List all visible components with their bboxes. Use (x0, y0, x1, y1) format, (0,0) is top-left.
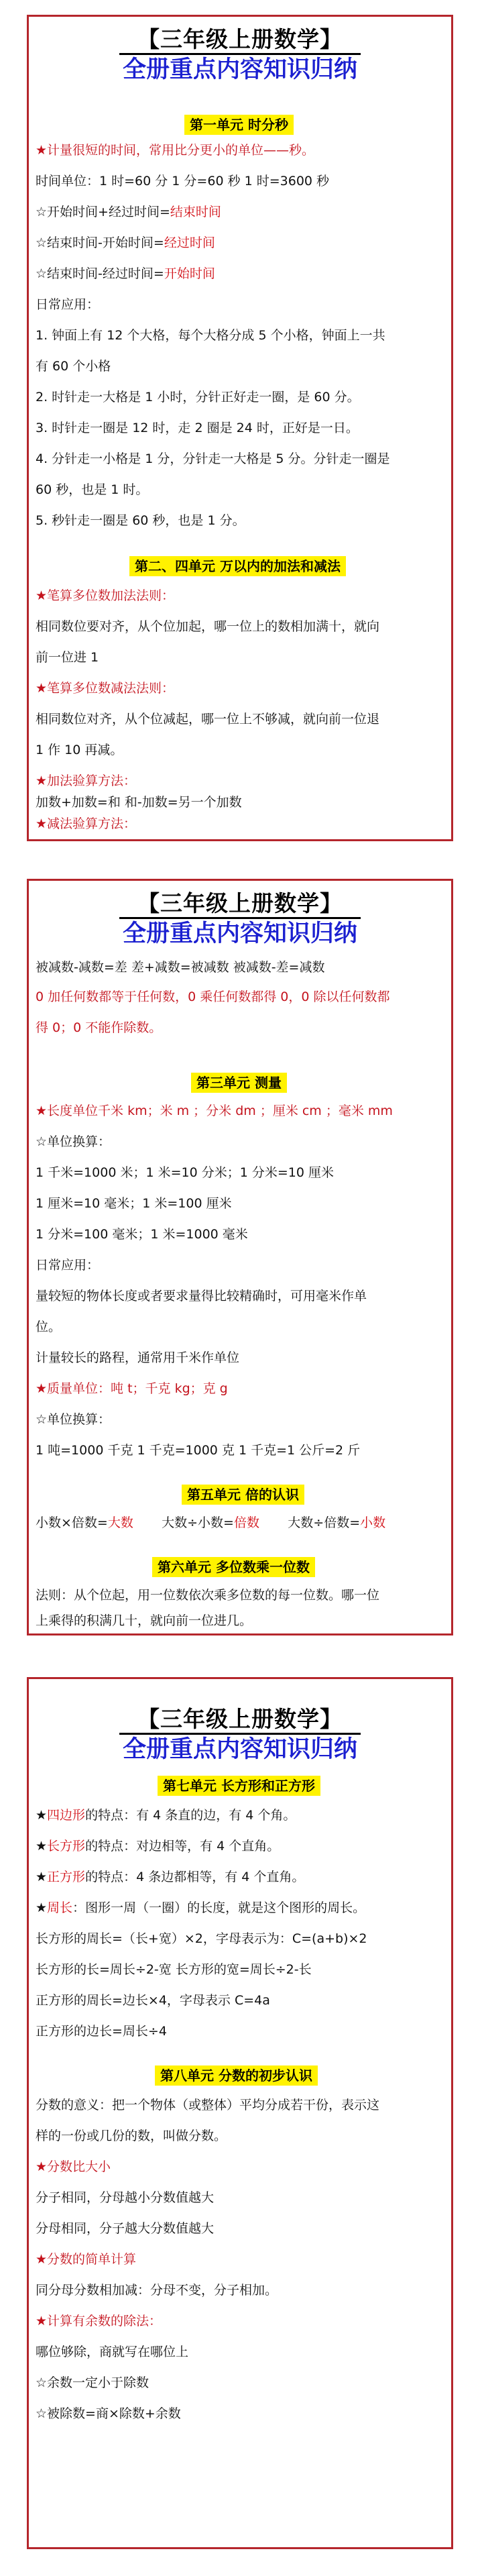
card-2 (27, 879, 453, 1635)
text-part: 小数×倍数= (36, 1515, 108, 1530)
highlight-text: 开始时间 (164, 266, 215, 281)
text-line: ★计量很短的时间，常用比分更小的单位——秒。 (36, 143, 315, 158)
text-line: 加数+加数=和 和-加数=另一个加数 (36, 795, 242, 810)
text-part: ☆开始时间+经过时间= (36, 205, 170, 219)
text-part: ☆结束时间-经过时间= (36, 266, 164, 281)
highlight-text: 倍数 (233, 1515, 259, 1530)
highlight-text: 结束时间 (170, 205, 221, 219)
text-line: 1 千米=1000 米；1 米=10 分米；1 分米=10 厘米 (36, 1165, 334, 1180)
text-line: 1. 钟面上有 12 个大格，每个大格分成 5 个小格，钟面上一共 (36, 328, 385, 343)
page-subtitle: 全册重点内容知识归纳 (122, 56, 357, 83)
page-subtitle: 全册重点内容知识归纳 (122, 920, 357, 947)
card-2-header (29, 890, 451, 949)
card-1-header (29, 26, 451, 85)
unit24-heading: 第二、四单元 万以内的加法和减法 (129, 556, 346, 576)
text-line: 计量较长的路程，通常用千米作单位 (36, 1350, 240, 1365)
text-line: 同分母分数相加减：分母不变，分子相加。 (36, 2283, 278, 2298)
text-line: ★分数的简单计算 (36, 2252, 137, 2267)
text-line: 长方形的长=周长÷2-宽 长方形的宽=周长÷2-长 (36, 1962, 312, 1977)
text-line: 1 分米=100 毫米；1 米=1000 毫米 (36, 1227, 248, 1242)
text-line: 1 厘米=10 毫米；1 米=100 厘米 (36, 1196, 232, 1211)
highlight-text: 经过时间 (164, 235, 215, 250)
text-line: ★减法验算方法： (36, 816, 137, 831)
text-line: 3. 时针走一圈是 12 时，走 2 圈是 24 时，正好是一日。 (36, 421, 359, 435)
text-line: 1 吨=1000 千克 1 千克=1000 克 1 千克=1 公斤=2 斤 (36, 1443, 361, 1458)
text-line: 分子相同，分母越小分数值越大 (36, 2190, 215, 2205)
text-part: ★ (36, 1870, 48, 1884)
text-line: ★质量单位：吨 t；千克 kg；克 g (36, 1381, 228, 1396)
text-line: 样的一份或几份的数，叫做分数。 (36, 2129, 227, 2143)
highlight-text: 小数 (360, 1515, 386, 1530)
text-line: 相同数位对齐，从个位减起，哪一位上不够减，就向前一位退 (36, 712, 380, 727)
text-line: 2. 时针走一大格是 1 小时，分针正好走一圈，是 60 分。 (36, 390, 360, 405)
page-title: 【三年级上册数学】 (137, 890, 343, 916)
text-line: 相同数位要对齐，从个位加起，哪一位上的数相加满十，就向 (36, 619, 380, 634)
text-line: 1 作 10 再减。 (36, 743, 123, 757)
page-title: 【三年级上册数学】 (137, 26, 343, 52)
text-line: ☆单位换算： (36, 1412, 111, 1427)
card-3-header (29, 1706, 451, 1764)
text-part: 大数÷小数= (133, 1515, 234, 1530)
text-line: 时间单位：1 时=60 分 1 分=60 秒 1 时=3600 秒 (36, 174, 330, 189)
text-line: 得 0；0 不能作除数。 (36, 1020, 162, 1035)
card-1 (27, 15, 453, 841)
text-line: 正方形的边长=周长÷4 (36, 2024, 167, 2039)
text-line: 上乘得的积满几十，就向前一位进几。 (36, 1613, 253, 1628)
text-part: 的特点：4 条边都相等，有 4 个直角。 (85, 1870, 305, 1884)
text-line: 日常应用： (36, 297, 100, 312)
text-line: 分母相同，分子越大分数值越大 (36, 2221, 215, 2236)
text-line: 正方形的周长=边长×4，字母表示 C=4a (36, 1993, 270, 2008)
text-part: 的特点：有 4 条直的边，有 4 个角。 (85, 1808, 296, 1823)
text-part: 的特点：对边相等，有 4 个直角。 (85, 1839, 280, 1854)
text-part: ★ (36, 1900, 48, 1915)
highlight-text: 周长 (47, 1900, 73, 1915)
text-line: ★笔算多位数减法法则： (36, 681, 175, 696)
highlight-text: 长方形 (47, 1839, 86, 1854)
text-line (36, 1868, 446, 1886)
highlight-text: 四边形 (47, 1808, 86, 1823)
unit7-heading: 第七单元 长方形和正方形 (158, 1776, 320, 1796)
text-line: 60 秒，也是 1 时。 (36, 482, 149, 497)
text-line: 前一位进 1 (36, 650, 99, 665)
text-line: 哪位够除，商就写在哪位上 (36, 2345, 189, 2359)
text-line: 有 60 个小格 (36, 359, 111, 374)
text-line: ★长度单位千米 km；米 m ；分米 dm ；厘米 cm ；毫米 mm (36, 1104, 393, 1118)
text-line: 被减数-减数=差 差+减数=被减数 被减数-差=减数 (36, 960, 325, 975)
unit6-heading: 第六单元 多位数乘一位数 (152, 1557, 315, 1577)
text-line: ★笔算多位数加法法则： (36, 588, 175, 603)
text-part: ★ (36, 1808, 48, 1823)
text-line: ☆单位换算： (36, 1134, 111, 1149)
page-title: 【三年级上册数学】 (137, 1706, 343, 1732)
card-3 (27, 1677, 453, 2549)
text-part: ★ (36, 1839, 48, 1854)
text-line (36, 1837, 446, 1856)
text-line: ☆被除数=商×除数+余数 (36, 2406, 181, 2421)
text-line: ★分数比大小 (36, 2159, 111, 2174)
text-line (36, 1807, 446, 1825)
text-line: 4. 分针走一小格是 1 分，分针走一大格是 5 分。分针走一圈是 (36, 451, 390, 466)
text-line: 法则：从个位起，用一位数依次乘多位数的每一位数。哪一位 (36, 1588, 380, 1603)
unit1-heading: 第一单元 时分秒 (184, 115, 294, 135)
text-line (36, 1514, 446, 1532)
text-part: ：图形一周（一圈）的长度，就是这个图形的周长。 (72, 1900, 366, 1915)
highlight-text: 大数 (107, 1515, 133, 1530)
text-line: 分数的意义：把一个物体（或整体）平均分成若干份，表示这 (36, 2098, 380, 2112)
unit5-heading: 第五单元 倍的认识 (182, 1485, 304, 1505)
unit3-heading: 第三单元 测量 (191, 1073, 287, 1093)
text-line: ☆余数一定小于除数 (36, 2375, 149, 2390)
page-subtitle: 全册重点内容知识归纳 (122, 1736, 357, 1763)
unit8-heading: 第八单元 分数的初步认识 (155, 2065, 318, 2086)
text-part: ☆结束时间-开始时间= (36, 235, 164, 250)
text-line: 日常应用： (36, 1258, 100, 1273)
text-line: 位。 (36, 1320, 62, 1334)
text-line (36, 203, 446, 221)
text-line: 量较短的物体长度或者要求量得比较精确时，可用毫米作单 (36, 1289, 367, 1303)
text-line (36, 1899, 446, 1917)
text-line: 长方形的周长=（长+宽）×2，字母表示为：C=(a+b)×2 (36, 1931, 367, 1946)
text-line: 5. 秒针走一圈是 60 秒，也是 1 分。 (36, 513, 245, 528)
text-line (36, 234, 446, 252)
text-line: ★加法验算方法： (36, 773, 137, 788)
text-line: ★计算有余数的除法： (36, 2314, 162, 2328)
text-line: 0 加任何数都等于任何数，0 乘任何数都得 0，0 除以任何数都 (36, 989, 390, 1004)
text-line (36, 265, 446, 283)
highlight-text: 正方形 (47, 1870, 86, 1884)
text-part: 大数÷倍数= (259, 1515, 361, 1530)
